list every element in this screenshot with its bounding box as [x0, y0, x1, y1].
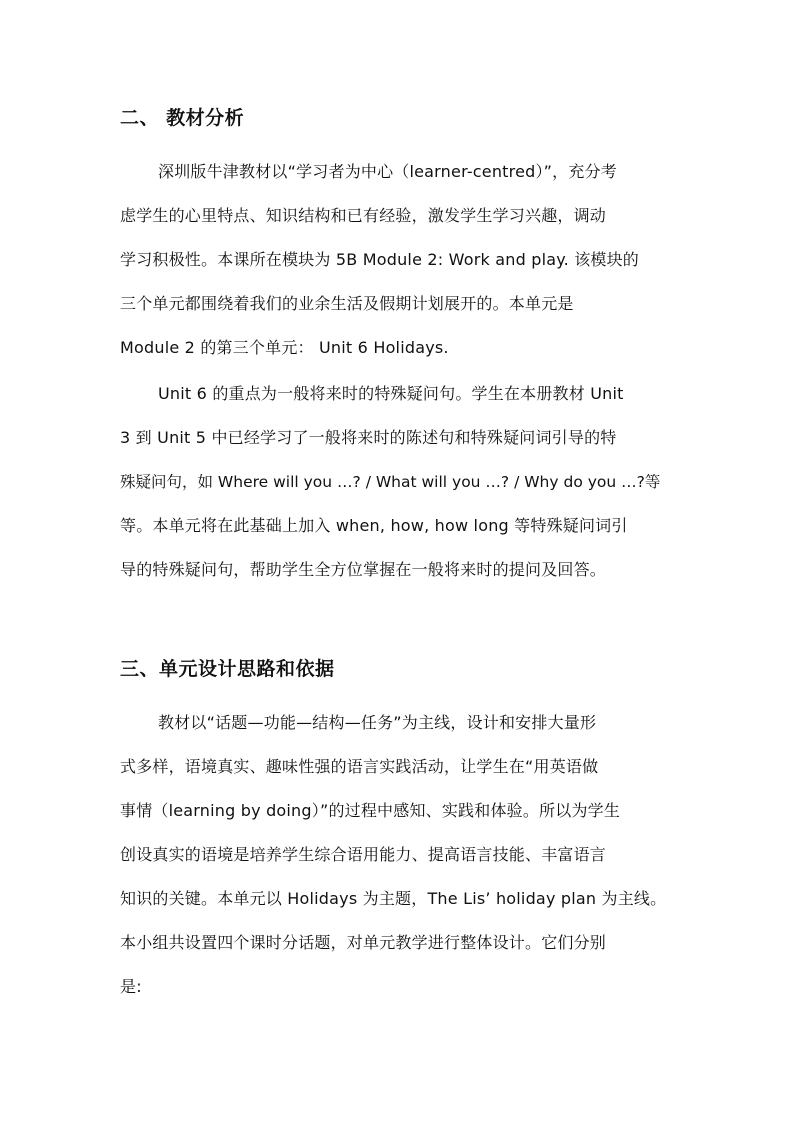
text-line: 教材以“话题—功能—结构—任务”为主线，设计和安排大量形	[158, 713, 597, 732]
text-line: 学习积极性。本课所在模块为 5B Module 2: Work and play. 该模块的	[120, 250, 640, 269]
text-line: 是:	[120, 977, 142, 996]
text-line: 殊疑问句，如 Where will you …? / What will you …? / Why do you …?等	[120, 473, 661, 491]
paragraph-textbook-intro	[120, 150, 680, 370]
text-line: 导的特殊疑问句，帮助学生全方位掌握在一般将来时的提问及回答。	[120, 560, 607, 579]
text-line: 知识的关键。本单元以 Holidays 为主题，The Lis’ holiday plan 为主线。	[120, 889, 667, 908]
paragraph-unit-design	[120, 701, 680, 1009]
text-line: 式多样，语境真实、趣味性强的语言实践活动，让学生在“用英语做	[120, 757, 599, 776]
text-line: 本小组共设置四个课时分话题，对单元教学进行整体设计。它们分别	[120, 933, 607, 952]
text-line: 创设真实的语境是培养学生综合语用能力、提高语言技能、丰富语言	[120, 845, 607, 864]
text-line: Module 2 的第三个单元： Unit 6 Holidays.	[120, 338, 449, 357]
text-line: 3 到 Unit 5 中已经学习了一般将来时的陈述句和特殊疑问词引导的特	[120, 428, 617, 447]
text-line: 等。本单元将在此基础上加入 when, how, how long 等特殊疑问词引	[120, 516, 628, 535]
paragraph-unit6-focus	[120, 372, 680, 592]
text-line: 事情（learning by doing）”的过程中感知、实践和体验。所以为学生	[120, 801, 621, 820]
text-line: Unit 6 的重点为一般将来时的特殊疑问句。学生在本册教材 Unit	[158, 384, 624, 403]
text-line: 虑学生的心里特点、知识结构和已有经验，激发学生学习兴趣，调动	[120, 206, 607, 225]
text-line: 深圳版牛津教材以“学习者为中心（learner-centred）”，充分考	[158, 162, 617, 181]
section-heading-textbook-analysis: 二、 教材分析	[120, 107, 245, 129]
section-heading-unit-design: 三、单元设计思路和依据	[120, 658, 335, 680]
text-line: 三个单元都围绕着我们的业余生活及假期计划展开的。本单元是	[120, 294, 574, 313]
